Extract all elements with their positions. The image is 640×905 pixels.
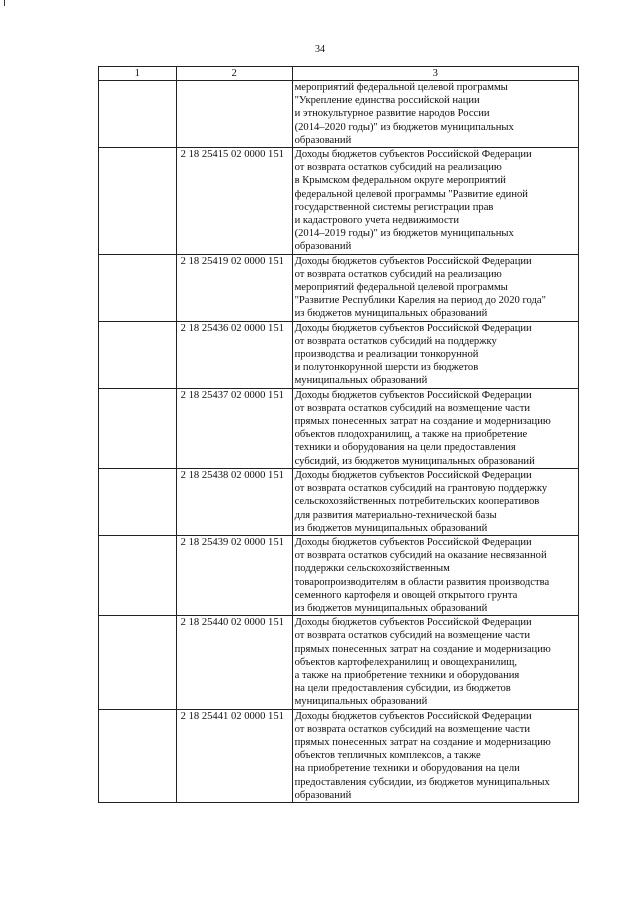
table-row (99, 81, 579, 148)
table-row (99, 616, 579, 709)
row-col1-cell (99, 81, 177, 148)
row-code-cell: 2 18 25437 02 0000 151 (176, 388, 292, 468)
column-header-3: 3 (292, 67, 578, 81)
row-text-cell: Доходы бюджетов субъектов Российской Федерации от возврата остатков субсидий на возмещение части прямых понесенных затрат на создание и модернизацию объектов плодохранилищ, а также на приобретение техники и оборудования на цели предоставления субсидий, из бюджетов муниципальных образований (292, 388, 578, 468)
row-text-cell: Доходы бюджетов субъектов Российской Федерации от возврата остатков субсидий на грантовую поддержку сельскохозяйственных потребительских кооперативов для развития материально-технической базы из бюджетов муниципальных образований (292, 468, 578, 535)
table-row (99, 709, 579, 802)
table-row (99, 535, 579, 615)
row-code-cell: 2 18 25436 02 0000 151 (176, 321, 292, 388)
row-text-cell: Доходы бюджетов субъектов Российской Федерации от возврата остатков субсидий на возмещение части прямых понесенных затрат на создание и модернизацию объектов тепличных комплексов, а также на приобретение техники и оборудования на цели предоставления субсидии, из бюджетов муниципальных образований (292, 709, 578, 802)
table-row (99, 148, 579, 255)
row-text-cell: Доходы бюджетов субъектов Российской Федерации от возврата остатков субсидий на поддержку производства и реализации тонкорунной и полутонкорунной шерсти из бюджетов муниципальных образований (292, 321, 578, 388)
table-header-row (99, 67, 579, 81)
row-code-cell: 2 18 25419 02 0000 151 (176, 254, 292, 321)
row-code-cell: 2 18 25439 02 0000 151 (176, 535, 292, 615)
row-col1-cell (99, 709, 177, 802)
margin-tick-mark (4, 0, 5, 6)
row-text-cell: Доходы бюджетов субъектов Российской Федерации от возврата остатков субсидий на оказание несвязанной поддержки сельскохозяйственным товаропроизводителям в области развития производства семенного картофеля и овощей открытого грунта из бюджетов муниципальных образований (292, 535, 578, 615)
row-col1-cell (99, 148, 177, 255)
table-row (99, 254, 579, 321)
budget-code-table (98, 66, 579, 803)
row-code-cell: 2 18 25438 02 0000 151 (176, 468, 292, 535)
row-code-cell (176, 81, 292, 148)
row-text-cell: мероприятий федеральной целевой программы "Укрепление единства российской нации и этнокультурное развитие народов России (2014–2020 годы)" из бюджетов муниципальных образований (292, 81, 578, 148)
row-col1-cell (99, 388, 177, 468)
table-row (99, 321, 579, 388)
page-number: 34 (315, 44, 325, 55)
table-row (99, 388, 579, 468)
column-header-1: 1 (99, 67, 177, 81)
row-text-cell: Доходы бюджетов субъектов Российской Федерации от возврата остатков субсидий на реализацию мероприятий федеральной целевой программы "Развитие Республики Карелия на период до 2020 года" из бюджетов муниципальных образований (292, 254, 578, 321)
row-col1-cell (99, 616, 177, 709)
row-col1-cell (99, 321, 177, 388)
row-code-cell: 2 18 25440 02 0000 151 (176, 616, 292, 709)
row-code-cell: 2 18 25441 02 0000 151 (176, 709, 292, 802)
row-col1-cell (99, 535, 177, 615)
column-header-2: 2 (176, 67, 292, 81)
table-row (99, 468, 579, 535)
row-code-cell: 2 18 25415 02 0000 151 (176, 148, 292, 255)
row-col1-cell (99, 254, 177, 321)
row-text-cell: Доходы бюджетов субъектов Российской Федерации от возврата остатков субсидий на реализацию в Крымском федеральном округе мероприятий федеральной целевой программы "Развитие единой государственной системы регистрации прав и кадастрового учета недвижимости (2014–2019 годы)" из бюджетов муниципальных образований (292, 148, 578, 255)
row-text-cell: Доходы бюджетов субъектов Российской Федерации от возврата остатков субсидий на возмещение части прямых понесенных затрат на создание и модернизацию объектов картофелехранилищ и овощехранилищ, а также на приобретение техники и оборудования на цели предоставления субсидии, из бюджетов муниципальных образований (292, 616, 578, 709)
row-col1-cell (99, 468, 177, 535)
